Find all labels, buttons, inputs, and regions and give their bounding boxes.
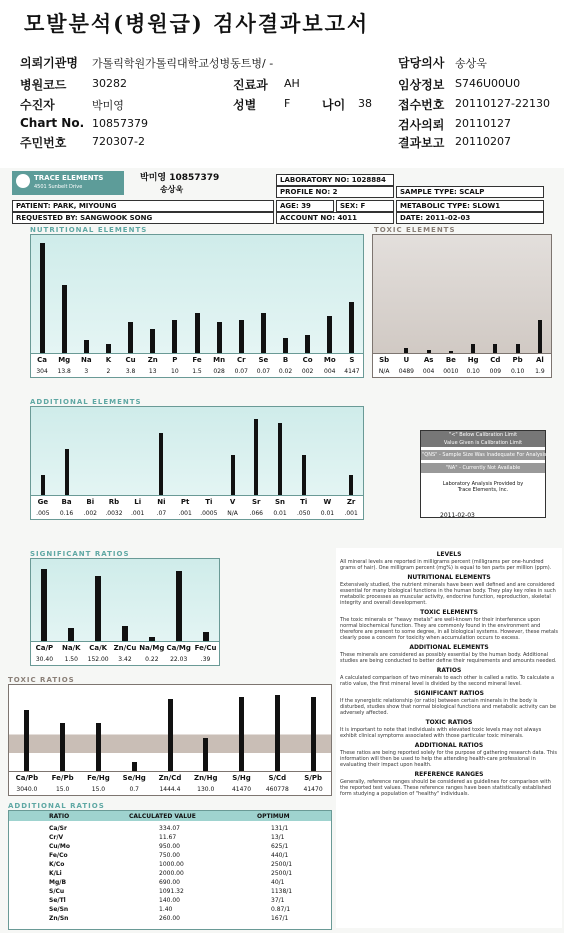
ratio-calculated: 260.00 [159,915,180,922]
value-chart-no: 10857379 [92,117,148,130]
explanation-paragraph: Extensively studied, the nutrient minerals have been well defined and are considered essential for many biological functions in the human body. They play key roles in such metabolic processes as muscular activity, endocrine function, reproduction, skeletal integrity and overall development. [340,582,556,606]
add-value-8: N/A [227,510,238,517]
ratio-optimum: 2500/1 [271,870,293,877]
explanation-paragraph: A calculated comparison of two minerals to each other is called a ratio. To calculate a ratio value, the first mineral level is divided by the second mineral level. [340,675,555,687]
nut-value-3: 2 [106,368,111,375]
add-label-9: Sr [252,498,261,506]
nut-label-6: P [172,356,178,364]
nutritional-values [31,365,363,377]
explanation-paragraph: It is important to note that individuals with elevated toxic levels may not always exhibit clinical symptoms associated with those particular toxic minerals. [340,727,542,739]
additional-ratio-row [9,852,331,861]
tox-value-0: N/A [378,368,390,375]
add-label-10: Sn [274,498,285,506]
nut-value-10: 0.07 [256,368,271,375]
sig-label-6: Fe/Cu [194,644,217,652]
tr-value-5: 130.0 [197,786,215,793]
add-bar-8 [231,455,235,495]
ratio-name: Mg/B [49,879,67,886]
nut-value-6: 10 [171,368,179,375]
tr-bar-0 [24,710,29,771]
explanation-paragraph: These ratios are being reported solely for the purpose of gathering research data. This information will then be used to help the attending health-care professional in evaluating their impact upon health. [340,750,557,768]
nut-value-7: 1.5 [192,368,202,375]
add-value-4: .001 [131,510,145,517]
nut-bar-10 [261,313,266,353]
label-clinical-info: 임상정보 [398,78,445,92]
additional-ratio-row [9,915,331,924]
tox-label-5: Cd [490,356,501,364]
nut-value-12: 002 [301,368,314,375]
sig-value-1: 1.50 [64,656,78,663]
legend-box [420,430,546,518]
tox-label-2: As [423,356,434,364]
add-bar-5 [159,433,163,495]
sig-bar-6 [203,632,209,641]
explanation-paragraph: The toxic minerals or "heavy metals" are well-known for their interference upon normal biochemical function. They are commonly found in the environment and therefore are present to some degree, in all biological systems. However, these metals clearly pose a concern for toxicity when accumulation occurs to excess. [340,617,558,641]
sig-label-1: Na/K [61,644,81,652]
add-value-12: 0.01 [320,510,335,517]
value-patient: 박미영 [92,99,124,112]
explanation-heading: ADDITIONAL RATIOS [414,742,484,749]
tox-bar-6 [516,344,520,353]
add-value-2: .002 [83,510,97,517]
tox-value-2: 004 [422,368,435,375]
additional-ratio-row [9,843,331,852]
tox-bar-7 [538,320,542,353]
add-label-13: Zr [346,498,356,506]
add-bar-13 [349,475,353,495]
nut-bar-14 [349,302,354,353]
sig-bar-1 [68,628,74,641]
add-label-4: Li [134,498,142,506]
ratio-optimum: 13/1 [271,834,285,841]
label-report-date: 결과보고 [398,136,445,150]
ratio-optimum: 625/1 [271,843,289,850]
lab-address: 4501 Sunbelt Drive [34,184,83,190]
add-value-13: .001 [344,510,358,517]
tr-label-5: Zn/Hg [194,774,218,782]
nut-bar-2 [84,340,89,353]
nut-bar-12 [305,335,310,353]
tr-value-7: 460778 [265,786,289,793]
ratio-name: Ca/Sr [49,825,67,832]
value-report-date: 20110207 [455,135,511,148]
add-label-12: W [323,498,332,506]
additional-ratio-row [9,888,331,897]
ratio-optimum: 167/1 [271,915,289,922]
tr-label-4: Zn/Cd [158,774,182,782]
ratio-optimum: 0.87/1 [271,906,291,913]
ratio-calculated: 1000.00 [159,861,184,868]
sig-bar-3 [122,626,128,641]
nut-bar-6 [172,320,177,353]
sig-value-4: 0.22 [145,656,159,663]
sig-value-2: 152.00 [87,656,109,663]
nut-label-13: Mo [323,356,336,364]
ratio-calculated: 1.40 [159,906,173,913]
additional-ratios-header [9,811,331,821]
explanation-paragraph: These minerals are considered as possibly essential by the human body. Additional studies are being conducted to better define their requirements and amounts needed. [340,652,557,664]
tr-value-4: 1444.4 [159,786,181,793]
tr-bar-1 [60,723,65,771]
nut-value-0: 304 [36,368,48,375]
ratio-name: S/Cu [49,888,65,895]
nut-label-11: B [282,356,289,364]
tox-value-5: 009 [489,368,502,375]
legend-line-3: "QNS" - Sample Size Was Inadequate For Analysis [422,452,547,458]
ratio-name: Cu/Mo [49,843,70,850]
additional-ratio-row [9,897,331,906]
nut-bar-13 [327,316,332,353]
value-doctor: 송상욱 [455,57,487,70]
ratio-name: Zn/Sn [49,915,69,922]
explanation-heading: NUTRITIONAL ELEMENTS [407,574,491,581]
tr-bar-8 [311,697,316,771]
ratio-optimum: 131/1 [271,825,289,832]
nut-label-1: Mg [58,356,71,364]
add-label-7: Ti [205,498,213,506]
ratio-calculated: 690.00 [159,879,180,886]
add-value-10: 0.01 [273,510,287,517]
legend-date: 2011-02-03 [440,512,475,519]
add-bar-0 [41,475,45,495]
add-label-6: Pt [180,498,190,506]
tr-value-2: 15.0 [91,786,106,793]
sig-label-5: Ca/Mg [166,644,191,652]
tr-label-3: Se/Hg [122,774,146,782]
ratio-calculated: 140.00 [159,897,180,904]
label-hospital-code: 병원코드 [20,78,67,92]
nut-bar-7 [195,313,200,353]
nut-bar-3 [106,344,111,353]
toxic-chart [372,234,552,378]
sig-label-0: Ca/P [35,644,54,652]
nut-value-13: 004 [324,368,336,375]
label-resident-no: 주민번호 [20,136,67,150]
ratio-name: Se/Sn [49,906,69,913]
tr-bar-2 [96,723,101,771]
add-label-3: Rb [108,498,120,506]
field-patient: PATIENT: PARK, MIYOUNG [12,200,274,212]
additional-chart [30,406,364,520]
additional-title: ADDITIONAL ELEMENTS [30,398,142,406]
field-sex: SEX: F [336,200,394,212]
sig-label-2: Ca/K [89,644,108,652]
sig-bar-5 [176,571,182,641]
explanation-heading: REFERENCE RANGES [414,771,484,778]
field-account-no: ACCOUNT NO: 4011 [276,212,394,224]
nut-value-2: 3 [84,368,89,375]
tr-bar-4 [168,699,173,771]
add-value-3: .0032 [105,510,123,517]
nut-value-8: 028 [213,368,225,375]
nut-label-14: S [349,356,355,364]
additional-ratio-row [9,879,331,888]
col-optimum: OPTIMUM [257,813,290,820]
tox-label-7: Al [535,356,544,364]
tr-label-7: S/Cd [268,774,287,782]
explanation-heading: ADDITIONAL ELEMENTS [409,644,489,651]
legend-line-4: "NA" - Currently Not Available [421,463,545,473]
nut-label-8: Mn [213,356,226,364]
tox-value-3: 0010 [443,368,459,375]
additional-ratio-row [9,906,331,915]
explanation-heading: SIGNIFICANT RATIOS [414,690,484,697]
label-patient: 수진자 [20,98,55,112]
add-bar-11 [302,455,306,495]
ratio-optimum: 440/1 [271,852,289,859]
tox-label-3: Be [445,356,456,364]
ratio-name: Cr/V [49,834,64,841]
nut-bar-5 [150,329,155,353]
explanation-paragraph: Generally, reference ranges should be considered as guidelines for comparison with the reported test values. These reference ranges have been statistically established form studying a population of "healthy" individuals. [340,779,552,797]
nut-bar-4 [128,322,133,353]
tr-bar-5 [203,738,208,771]
nutritional-title: NUTRITIONAL ELEMENTS [30,226,148,234]
nut-label-9: Cr [236,356,246,364]
toxic-title: TOXIC ELEMENTS [374,226,456,234]
add-label-1: Ba [61,498,72,506]
add-label-0: Ge [37,498,49,506]
nut-bar-0 [40,243,45,353]
ratio-calculated: 750.00 [159,852,180,859]
significant-values [31,653,219,665]
lab-logo [12,171,124,195]
tox-value-6: 0.10 [510,368,525,375]
label-receipt-no: 접수번호 [398,98,445,112]
ratio-calculated: 334.07 [159,825,180,832]
value-age: 38 [358,97,372,110]
tox-label-4: Hg [467,356,479,364]
add-label-5: Ni [157,498,166,506]
legend-line-1: "<" Below Calibration Limit [421,431,545,439]
report-scan [0,168,564,933]
explanation-heading: TOXIC ELEMENTS [420,609,478,616]
ratio-calculated: 2000.00 [159,870,184,877]
field-requested-by: REQUESTED BY: SANGWOOK SONG [12,212,274,224]
significant-title: SIGNIFICANT RATIOS [30,550,130,558]
tr-bar-3 [132,762,137,771]
ratio-calculated: 1091.32 [159,888,184,895]
legend-line-2: Value Given is Calibration Limit [421,439,545,447]
tr-value-6: 41470 [231,786,252,793]
nut-label-10: Se [258,356,269,364]
nut-label-0: Ca [37,356,47,364]
ratio-name: K/Li [49,870,62,877]
additional-ratio-row [9,870,331,879]
nut-value-14: 4147 [344,368,360,375]
nut-value-9: 0.07 [234,368,248,375]
add-label-11: Ti [300,498,308,506]
tox-value-7: 1.9 [535,368,545,375]
explanation-heading: RATIOS [436,667,462,674]
add-bar-9 [254,419,258,495]
value-request-date: 20110127 [455,117,511,130]
nut-label-12: Co [302,356,313,364]
lab-name: TRACE ELEMENTS [34,174,104,182]
nut-bar-11 [283,338,288,353]
tr-label-6: S/Hg [232,774,251,782]
lab-logo-icon [16,174,30,188]
add-label-8: V [229,498,236,506]
value-clinical-info: S746U00U0 [455,77,521,90]
additional-ratio-row [9,834,331,843]
label-chart-no: Chart No. [20,116,85,130]
label-doctor: 담당의사 [398,56,445,70]
toxic-ratios-chart [8,684,332,796]
nut-bar-1 [62,285,67,353]
additional-bars [31,407,363,495]
value-sex: F [284,97,291,110]
tox-label-6: Pb [512,356,523,364]
tox-label-0: Sb [379,356,390,364]
sig-bar-0 [41,569,47,641]
tox-bar-4 [471,344,475,353]
page-title: 모발분석(병원급) 검사결과보고서 [24,11,370,36]
col-ratio: RATIO [49,813,70,820]
nutritional-chart [30,234,364,378]
explanation-paragraph: All mineral levels are reported in milligrams percent (milligrams per one-hundred grams of hair). One milligram percent (mg%) is equal to ten parts per million (ppm). [340,559,552,571]
sig-value-3: 3.42 [118,656,132,663]
nut-label-2: Na [81,356,92,364]
nut-label-5: Zn [147,356,158,364]
ratio-calculated: 11.67 [159,834,177,841]
toxic-values [373,365,551,377]
nut-value-11: 0.02 [278,368,293,375]
ratio-optimum: 1138/1 [271,888,293,895]
add-value-7: .0005 [200,510,218,517]
add-value-11: .050 [297,510,311,517]
add-value-0: .005 [36,510,50,517]
tr-value-8: 41470 [303,786,323,793]
tox-bar-5 [493,344,497,353]
explanation-heading: TOXIC RATIOS [425,719,473,726]
label-institution: 의뢰기관명 [20,56,78,70]
add-value-5: .07 [156,510,167,517]
additional-ratios-rows [9,825,331,924]
label-age: 나이 [322,98,346,112]
tox-value-1: 0489 [398,368,415,375]
field-profile-no: PROFILE NO: 2 [276,186,394,198]
ratio-calculated: 950.00 [159,843,180,850]
col-calculated: CALCULATED VALUE [129,813,196,820]
label-department: 진료과 [233,78,268,92]
add-value-6: .001 [178,510,192,517]
label-request-date: 검사의뢰 [398,118,445,132]
nut-bar-8 [217,322,222,353]
sig-value-5: 22.03 [170,656,188,663]
ratio-optimum: 2500/1 [271,861,293,868]
nut-label-7: Fe [192,356,202,364]
toxic-ratios-bars [9,685,331,771]
nut-value-4: 3.8 [125,368,136,375]
value-receipt-no: 20110127-22130 [455,97,550,110]
additional-ratios-table [8,810,332,930]
legend-line-5: Laboratory Analysis Provided by [442,481,524,487]
nut-label-4: Cu [125,356,136,364]
toxic-ratios-values [9,783,331,795]
additional-values [31,507,363,519]
tr-value-0: 3040.0 [16,786,38,793]
tr-value-3: 0.7 [129,786,139,793]
tox-value-4: 0.10 [466,368,480,375]
field-date: DATE: 2011-02-03 [396,212,544,224]
additional-ratio-row [9,825,331,834]
add-value-1: 0.16 [59,510,74,517]
add-bar-10 [278,423,282,495]
tr-bar-6 [239,697,244,771]
sig-bar-2 [95,576,101,641]
add-bar-1 [65,449,69,495]
sig-label-3: Zn/Cu [113,644,137,652]
tr-label-8: S/Pb [304,774,322,782]
value-hospital-code: 30282 [92,77,127,90]
sig-value-0: 30.40 [35,656,54,663]
tr-label-2: Fe/Hg [87,774,110,782]
toxic-ratios-title: TOXIC RATIOS [8,676,75,684]
additional-ratios-title: ADDITIONAL RATIOS [8,802,105,810]
nutritional-bars [31,235,363,353]
significant-chart [30,558,220,666]
ratio-name: K/Co [49,861,65,868]
value-institution: 가톨릭학원가톨릭대학교성병동트병/ - [92,57,274,70]
tr-label-0: Ca/Pb [15,774,39,782]
doctor-stamp: 송상욱 [160,185,184,194]
ratio-optimum: 40/1 [271,879,285,886]
value-resident-no: 720307-2 [92,135,145,148]
ratio-name: Fe/Co [49,852,68,859]
field-sample-type: SAMPLE TYPE: SCALP [396,186,544,198]
tr-label-1: Fe/Pb [51,774,74,782]
tr-value-1: 15.0 [55,786,70,793]
legend-line-6: Trace Elements, Inc. [457,487,509,493]
field-laboratory-no: LABORATORY NO: 1028884 [276,174,394,186]
sig-label-4: Na/Mg [139,644,165,652]
add-value-9: .066 [249,510,263,517]
significant-bars [31,559,219,641]
ratio-name: Se/Tl [49,897,66,904]
label-sex: 성별 [233,98,257,112]
ratio-optimum: 37/1 [271,897,285,904]
sig-value-6: .39 [200,656,211,663]
value-department: AH [284,77,300,90]
patient-stamp: 박미영 10857379 [140,173,220,183]
nut-value-1: 13.8 [57,368,71,375]
add-label-2: Bi [86,498,95,506]
tr-bar-7 [275,695,280,771]
nut-bar-9 [239,320,244,353]
explanation-column [336,548,562,928]
field-metabolic-type: METABOLIC TYPE: SLOW1 [396,200,544,212]
additional-ratio-row [9,861,331,870]
explanation-paragraph: If the synergistic relationship (or ratio) between certain minerals in the body is disturbed, studies show that normal biological functions and metabolic activity can be adversely affected. [340,698,557,716]
field-age: AGE: 39 [276,200,334,212]
toxic-bars [373,235,551,353]
tox-label-1: U [403,356,410,364]
nut-label-3: K [105,356,112,364]
nut-value-5: 13 [148,368,157,375]
explanation-heading: LEVELS [436,551,462,558]
